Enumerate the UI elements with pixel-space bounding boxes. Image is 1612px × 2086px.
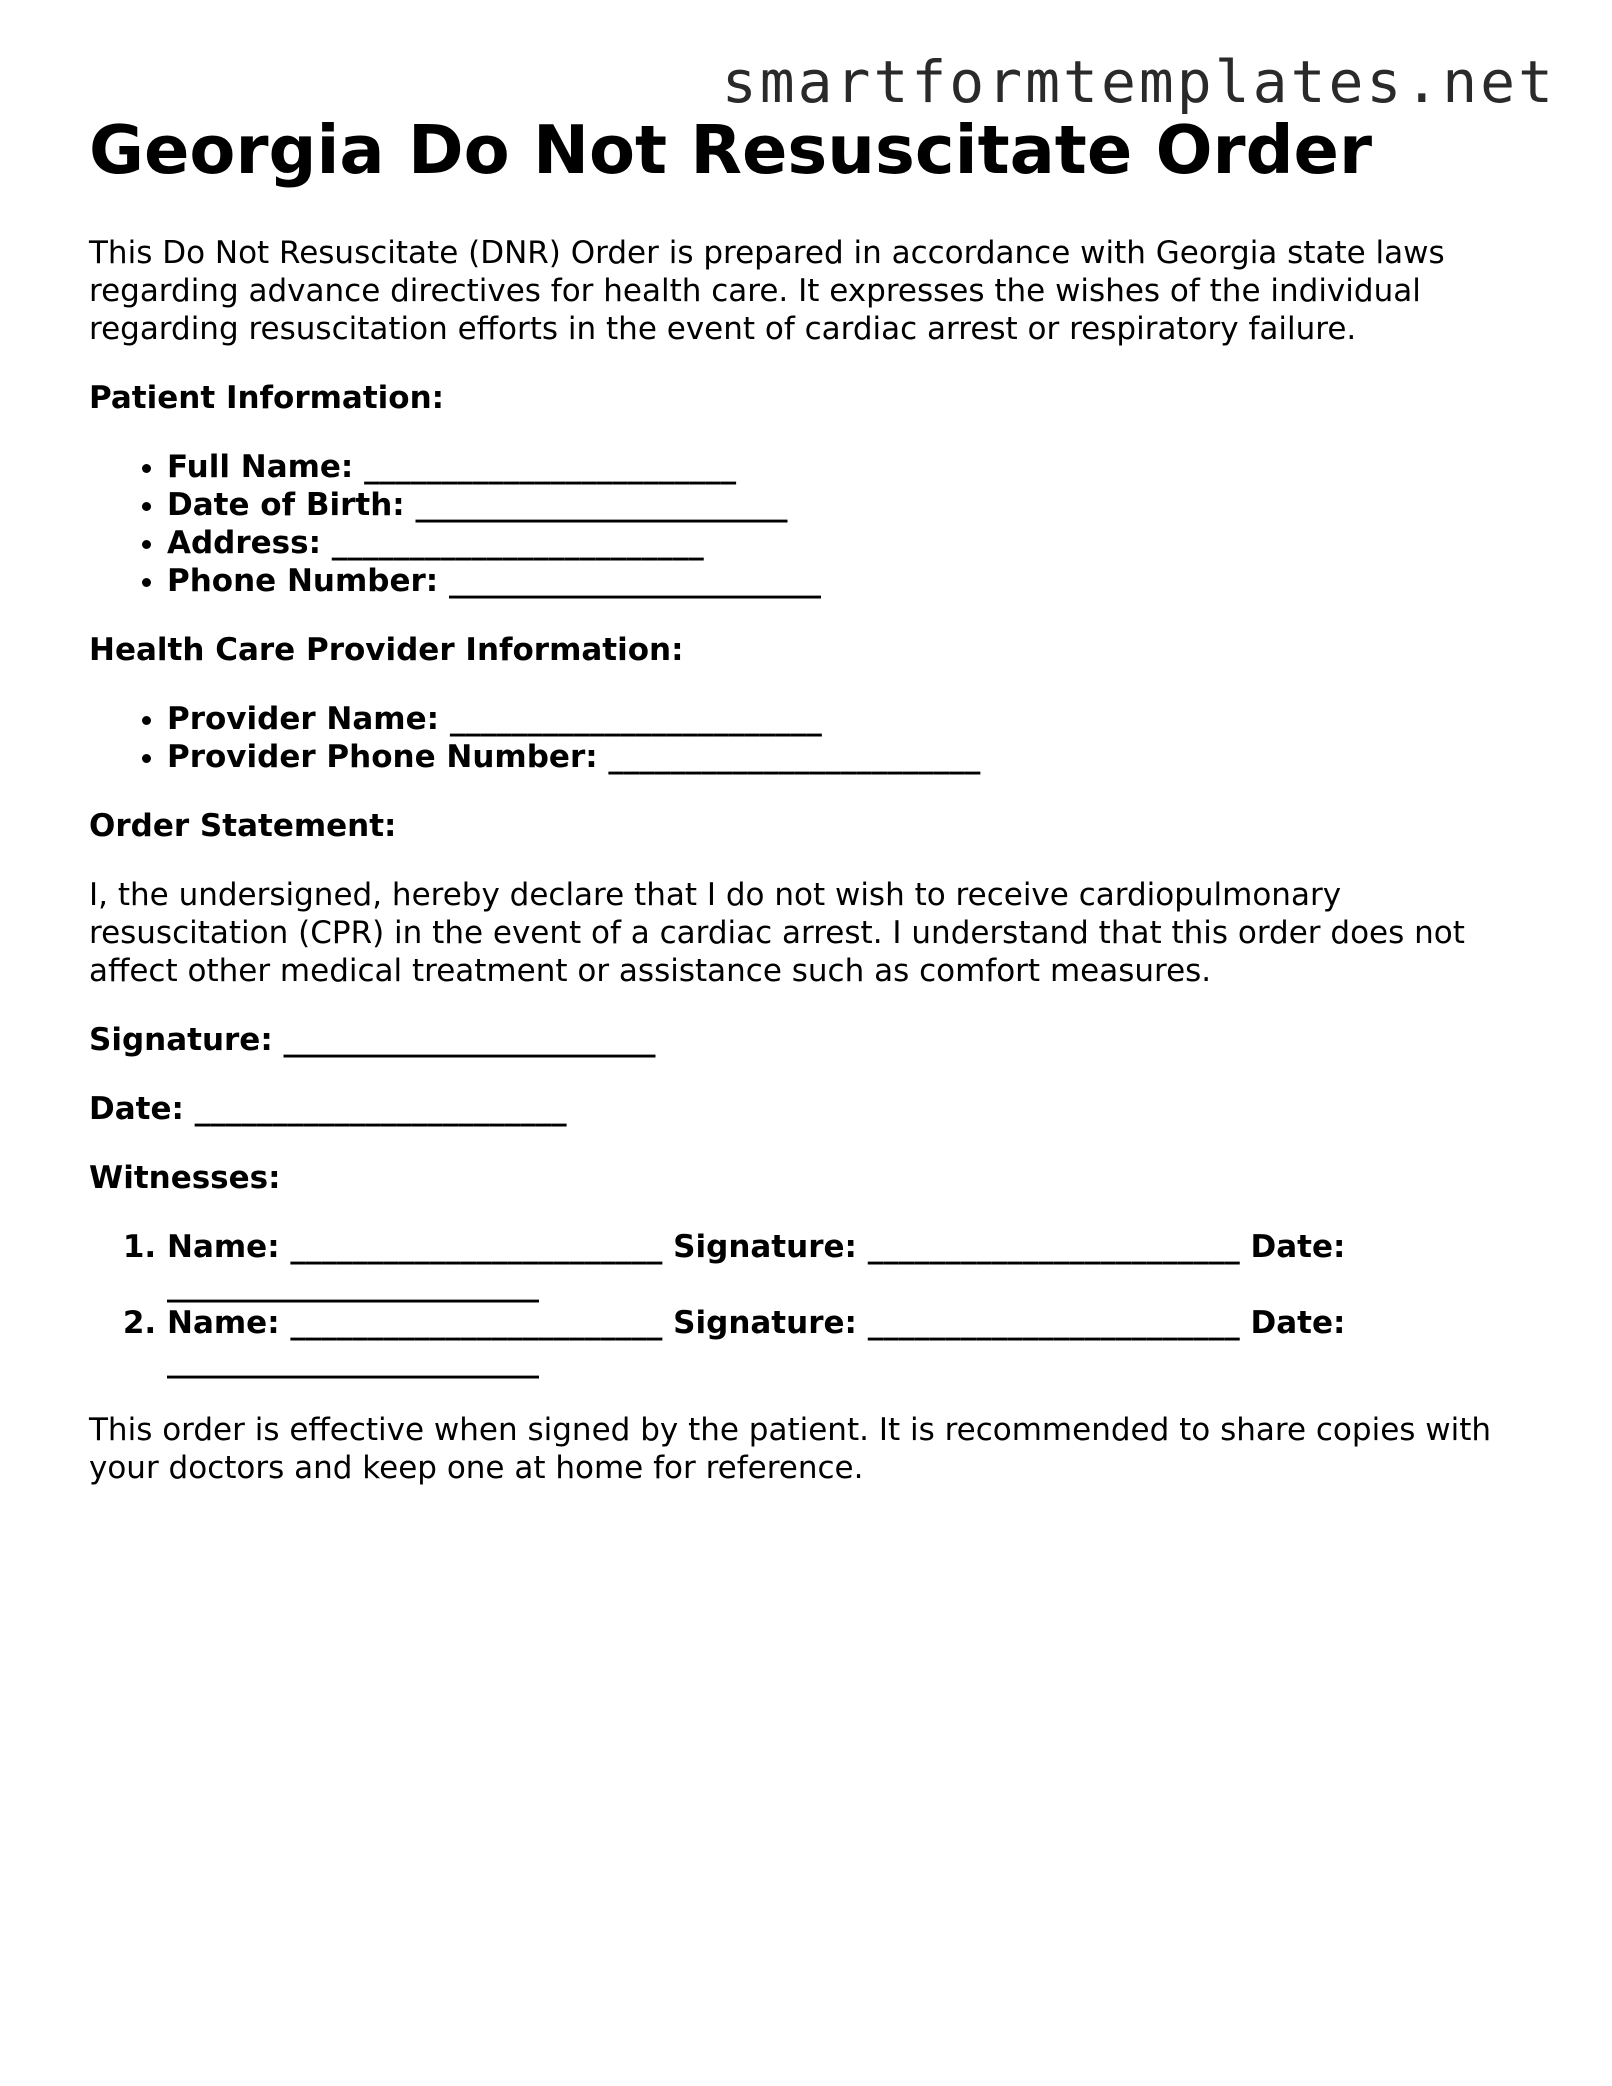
date-of-birth-field[interactable]: • Date of Birth: ________________________ [167,486,1529,524]
intro-paragraph: This Do Not Resuscitate (DNR) Order is prepared in accordance with Georgia state laws regarding advance directives for health care. It expresses the wishes of the individual regarding resuscitation efforts in the event of cardiac arrest or respiratory failure. [89,235,1445,347]
address-field[interactable]: • Address: ________________________ [167,524,1529,562]
closing-paragraph: This order is effective when signed by the patient. It is recommended to share copies with your doctors and keep one at home for reference. [89,1412,1492,1486]
date-field[interactable]: Date: ________________________ [89,1091,567,1127]
order-statement-heading: Order Statement: [89,808,397,844]
witnesses-heading: Witnesses: [89,1160,281,1196]
witness-1-fields[interactable]: 1. Name: ________________________ Signature: ________________________ Date: ________________________ [167,1228,1529,1304]
provider-info-list [89,700,1529,776]
witness-2-fields[interactable]: 2. Name: ________________________ Signature: ________________________ Date: ________________________ [167,1304,1529,1380]
watermark: smartformtemplates.net [721,48,1556,116]
order-statement-text: I, the undersigned, hereby declare that I do not wish to receive cardiopulmonary resuscitation (CPR) in the event of a cardiac arrest. I understand that this order does not affect other medical treatment or assistance such as comfort measures. [89,877,1465,989]
signature-field[interactable]: Signature: ________________________ [89,1022,656,1058]
document-page [89,110,1529,1487]
provider-info-heading: Health Care Provider Information: [89,632,684,668]
phone-number-field[interactable]: • Phone Number: ________________________ [167,562,1529,600]
witnesses-list [89,1228,1529,1380]
full-name-field[interactable]: • Full Name: ________________________ [167,448,1529,486]
provider-phone-field[interactable]: • Provider Phone Number: ________________________ [167,738,1529,776]
patient-info-heading: Patient Information: [89,380,445,416]
document-title: Georgia Do Not Resuscitate Order [89,111,1373,189]
provider-name-field[interactable]: • Provider Name: ________________________ [167,700,1529,738]
patient-info-list [89,448,1529,600]
